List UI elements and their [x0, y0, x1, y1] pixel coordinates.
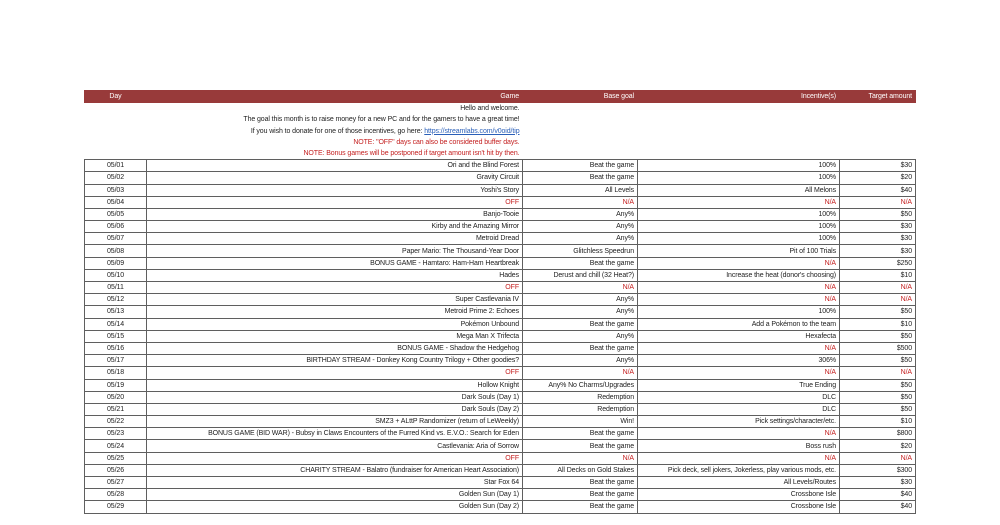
cell-target-amount: $50 [840, 379, 916, 391]
cell-base-goal: All Levels [523, 184, 638, 196]
cell-day: 05/07 [85, 233, 147, 245]
cell-day: 05/09 [85, 257, 147, 269]
cell-game: OFF [147, 367, 523, 379]
cell-incentive: 100% [638, 208, 840, 220]
cell-incentive: 306% [638, 355, 840, 367]
cell-base-goal: N/A [523, 367, 638, 379]
table-row [85, 428, 916, 440]
cell-target-amount: $50 [840, 391, 916, 403]
cell-target-amount: N/A [840, 294, 916, 306]
cell-game: BONUS GAME - Hamtaro: Ham-Ham Heartbreak [147, 257, 523, 269]
cell-base-goal: Any% [523, 233, 638, 245]
cell-day: 05/28 [85, 489, 147, 501]
cell-base-goal: Beat the game [523, 318, 638, 330]
intro-row [85, 114, 916, 125]
donate-line [147, 126, 523, 137]
note-off-days: NOTE: "OFF" days can also be considered buffer days. [353, 138, 520, 146]
cell-incentive: N/A [638, 196, 840, 208]
intro-row [85, 137, 916, 148]
cell-incentive: All Melons [638, 184, 840, 196]
header-day: Day [85, 91, 147, 103]
schedule-rows [85, 160, 916, 513]
cell-game: Dark Souls (Day 1) [147, 391, 523, 403]
table-row [85, 464, 916, 476]
cell-base-goal: Win! [523, 416, 638, 428]
cell-incentive: 100% [638, 233, 840, 245]
cell-day: 05/13 [85, 306, 147, 318]
cell-day: 05/10 [85, 269, 147, 281]
intro-row [85, 148, 916, 160]
cell-base-goal: Beat the game [523, 428, 638, 440]
cell-incentive: N/A [638, 282, 840, 294]
note-bonus-games: NOTE: Bonus games will be postponed if target amount isn't hit by then. [303, 150, 520, 158]
cell-game: Kirby and the Amazing Mirror [147, 221, 523, 233]
table-row [85, 330, 916, 342]
table-row [85, 306, 916, 318]
table-row [85, 257, 916, 269]
cell-game: Golden Sun (Day 2) [147, 501, 523, 513]
cell-target-amount: $10 [840, 318, 916, 330]
cell-day: 05/01 [85, 160, 147, 172]
cell-base-goal: Any% [523, 306, 638, 318]
table-row [85, 403, 916, 415]
cell-game: Dark Souls (Day 2) [147, 403, 523, 415]
cell-base-goal: Beat the game [523, 342, 638, 354]
table-row [85, 184, 916, 196]
cell-game: BONUS GAME - Shadow the Hedgehog [147, 342, 523, 354]
cell-incentive: N/A [638, 257, 840, 269]
cell-day: 05/29 [85, 501, 147, 513]
schedule-table [84, 90, 916, 514]
cell-target-amount: $40 [840, 184, 916, 196]
cell-game: Metroid Dread [147, 233, 523, 245]
cell-incentive: Boss rush [638, 440, 840, 452]
table-row [85, 452, 916, 464]
table-row [85, 416, 916, 428]
cell-base-goal: Redemption [523, 403, 638, 415]
table-row [85, 221, 916, 233]
cell-game: Hollow Knight [147, 379, 523, 391]
cell-game: Ori and the Blind Forest [147, 160, 523, 172]
cell-target-amount: N/A [840, 452, 916, 464]
cell-target-amount: N/A [840, 282, 916, 294]
cell-day: 05/11 [85, 282, 147, 294]
cell-target-amount: $50 [840, 403, 916, 415]
cell-day: 05/16 [85, 342, 147, 354]
cell-incentive: N/A [638, 452, 840, 464]
cell-base-goal: N/A [523, 196, 638, 208]
table-row [85, 294, 916, 306]
table-row [85, 245, 916, 257]
cell-game: Banjo-Tooie [147, 208, 523, 220]
cell-incentive: N/A [638, 367, 840, 379]
table-row [85, 391, 916, 403]
table-row [85, 355, 916, 367]
cell-day: 05/27 [85, 477, 147, 489]
header-target-amount: Target amount [840, 91, 916, 103]
cell-target-amount: $50 [840, 208, 916, 220]
table-row [85, 318, 916, 330]
cell-target-amount: N/A [840, 196, 916, 208]
cell-game: Pokémon Unbound [147, 318, 523, 330]
cell-day: 05/23 [85, 428, 147, 440]
cell-game: Star Fox 64 [147, 477, 523, 489]
cell-base-goal: Any% [523, 355, 638, 367]
goal-text: The goal this month is to raise money for a new PC and for the gamers to have a great time! [243, 116, 520, 124]
cell-target-amount: $30 [840, 233, 916, 245]
cell-target-amount: $30 [840, 477, 916, 489]
cell-day: 05/21 [85, 403, 147, 415]
cell-base-goal: Beat the game [523, 172, 638, 184]
cell-base-goal: N/A [523, 282, 638, 294]
cell-incentive: Pick deck, sell jokers, Jokerless, play various mods, etc. [638, 464, 840, 476]
cell-game: CHARITY STREAM - Balatro (fundraiser for American Heart Association) [147, 464, 523, 476]
cell-game: BIRTHDAY STREAM - Donkey Kong Country Trilogy + Other goodies? [147, 355, 523, 367]
cell-game: Metroid Prime 2: Echoes [147, 306, 523, 318]
cell-base-goal: Derust and chill (32 Heat?) [523, 269, 638, 281]
cell-incentive: 100% [638, 306, 840, 318]
cell-incentive: Pick settings/character/etc. [638, 416, 840, 428]
cell-day: 05/25 [85, 452, 147, 464]
cell-day: 05/15 [85, 330, 147, 342]
cell-day: 05/03 [85, 184, 147, 196]
cell-game: OFF [147, 452, 523, 464]
cell-base-goal: Beat the game [523, 160, 638, 172]
cell-game: Paper Mario: The Thousand-Year Door [147, 245, 523, 257]
cell-incentive: 100% [638, 160, 840, 172]
table-row [85, 196, 916, 208]
cell-incentive: Increase the heat (donor's choosing) [638, 269, 840, 281]
cell-base-goal: Beat the game [523, 477, 638, 489]
welcome-text: Hello and welcome. [460, 105, 520, 113]
table-row [85, 233, 916, 245]
table-row [85, 489, 916, 501]
intro-row [85, 126, 916, 137]
cell-base-goal: N/A [523, 452, 638, 464]
cell-base-goal: Redemption [523, 391, 638, 403]
cell-incentive: Crossbone Isle [638, 501, 840, 513]
cell-base-goal: Beat the game [523, 501, 638, 513]
cell-target-amount: $10 [840, 416, 916, 428]
cell-target-amount: $20 [840, 172, 916, 184]
cell-day: 05/22 [85, 416, 147, 428]
cell-day: 05/04 [85, 196, 147, 208]
table-row [85, 367, 916, 379]
table-row [85, 269, 916, 281]
cell-day: 05/19 [85, 379, 147, 391]
table-row [85, 160, 916, 172]
cell-target-amount: $250 [840, 257, 916, 269]
cell-target-amount: $500 [840, 342, 916, 354]
cell-incentive: N/A [638, 428, 840, 440]
cell-base-goal: Any% [523, 294, 638, 306]
header-incentives: Incentive(s) [638, 91, 840, 103]
cell-target-amount: $800 [840, 428, 916, 440]
cell-day: 05/18 [85, 367, 147, 379]
cell-day: 05/02 [85, 172, 147, 184]
cell-base-goal: Any% [523, 330, 638, 342]
cell-incentive: Add a Pokémon to the team [638, 318, 840, 330]
cell-day: 05/17 [85, 355, 147, 367]
cell-target-amount: $300 [840, 464, 916, 476]
cell-game: Mega Man X Trifecta [147, 330, 523, 342]
cell-day: 05/24 [85, 440, 147, 452]
cell-base-goal: Beat the game [523, 257, 638, 269]
cell-base-goal: Glitchless Speedrun [523, 245, 638, 257]
cell-base-goal: Any% No Charms/Upgrades [523, 379, 638, 391]
header-row [85, 91, 916, 103]
cell-day: 05/05 [85, 208, 147, 220]
cell-day: 05/06 [85, 221, 147, 233]
table-row [85, 172, 916, 184]
cell-target-amount: $30 [840, 245, 916, 257]
cell-day: 05/14 [85, 318, 147, 330]
cell-day: 05/08 [85, 245, 147, 257]
cell-target-amount: $50 [840, 330, 916, 342]
cell-game: Castlevania: Aria of Sorrow [147, 440, 523, 452]
cell-target-amount: $40 [840, 489, 916, 501]
table-row [85, 477, 916, 489]
table-row [85, 208, 916, 220]
cell-game: OFF [147, 282, 523, 294]
cell-incentive: True Ending [638, 379, 840, 391]
cell-incentive: 100% [638, 172, 840, 184]
cell-base-goal: Any% [523, 221, 638, 233]
table-row [85, 379, 916, 391]
cell-target-amount: $30 [840, 160, 916, 172]
cell-game: SMZ3 + ALttP Randomizer (return of LeWeekly) [147, 416, 523, 428]
cell-game: BONUS GAME (BID WAR) - Bubsy in Claws Encounters of the Furred Kind vs. E.V.O.: Search for Eden [147, 428, 523, 440]
cell-base-goal: Any% [523, 208, 638, 220]
cell-target-amount: $30 [840, 221, 916, 233]
cell-target-amount: $20 [840, 440, 916, 452]
cell-incentive: N/A [638, 294, 840, 306]
cell-day: 05/12 [85, 294, 147, 306]
table-row [85, 501, 916, 513]
cell-game: Yoshi's Story [147, 184, 523, 196]
cell-incentive: All Levels/Routes [638, 477, 840, 489]
cell-day: 05/20 [85, 391, 147, 403]
cell-target-amount: $50 [840, 306, 916, 318]
cell-base-goal: All Decks on Gold Stakes [523, 464, 638, 476]
cell-target-amount: $50 [840, 355, 916, 367]
table-row [85, 342, 916, 354]
cell-incentive: Pit of 100 Trials [638, 245, 840, 257]
cell-target-amount: N/A [840, 367, 916, 379]
cell-incentive: DLC [638, 391, 840, 403]
intro-row [85, 103, 916, 115]
table-row [85, 440, 916, 452]
cell-base-goal: Beat the game [523, 489, 638, 501]
cell-incentive: 100% [638, 221, 840, 233]
cell-game: Hades [147, 269, 523, 281]
donate-prefix: If you wish to donate for one of those incentives, go here: [250, 127, 423, 135]
cell-target-amount: $40 [840, 501, 916, 513]
cell-game: Super Castlevania IV [147, 294, 523, 306]
cell-game: OFF [147, 196, 523, 208]
cell-incentive: DLC [638, 403, 840, 415]
header-base-goal: Base goal [523, 91, 638, 103]
cell-game: Gravity Circuit [147, 172, 523, 184]
cell-incentive: Crossbone Isle [638, 489, 840, 501]
cell-game: Golden Sun (Day 1) [147, 489, 523, 501]
cell-incentive: N/A [638, 342, 840, 354]
cell-base-goal: Beat the game [523, 440, 638, 452]
table-row [85, 282, 916, 294]
cell-incentive: Hexafecta [638, 330, 840, 342]
cell-target-amount: $10 [840, 269, 916, 281]
donate-link[interactable]: https://streamlabs.com/v0oid/tip [424, 127, 520, 135]
header-game: Game [147, 91, 523, 103]
cell-day: 05/26 [85, 464, 147, 476]
